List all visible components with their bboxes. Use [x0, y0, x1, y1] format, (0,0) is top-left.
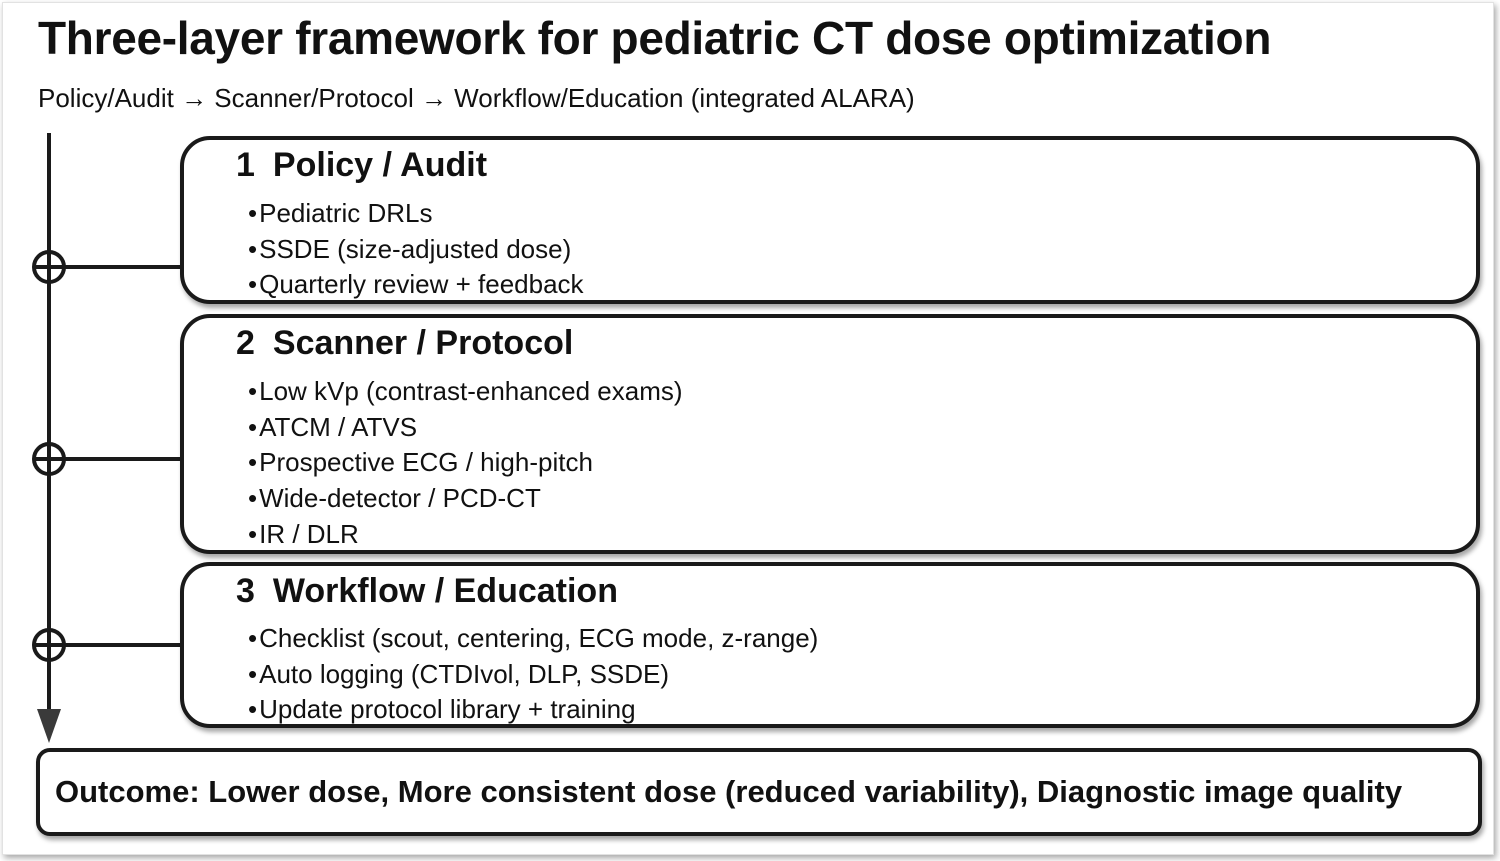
layer-3-box: [180, 562, 1480, 728]
layer-2-title: Scanner / Protocol: [272, 324, 574, 362]
diagram-subtitle: Policy/Audit → Scanner/Protocol → Workflow/Education (integrated ALARA): [38, 83, 915, 113]
layer-2-connector: [51, 457, 181, 461]
layer-3-item: • Checklist (scout, centering, ECG mode, z-range): [248, 621, 818, 657]
layer-3-number: 3: [236, 572, 255, 610]
layer-1-heading: [236, 146, 487, 185]
diagram-title: Three-layer framework for pediatric CT dose optimization: [38, 12, 1272, 64]
layer-1-connector: [51, 265, 181, 269]
layer-2-item: • IR / DLR: [248, 517, 683, 553]
layer-1-number: 1: [236, 146, 255, 184]
layer-3-item: • Update protocol library + training: [248, 692, 818, 728]
diagram-frame: [2, 2, 1494, 855]
flow-arrowhead-icon: [37, 709, 61, 743]
layer-2-items: [248, 374, 683, 552]
layer-2-node-icon: [32, 442, 66, 476]
layer-1-items: [248, 196, 584, 303]
layer-3-items: [248, 621, 818, 728]
layer-2-item: • Wide-detector / PCD-CT: [248, 481, 683, 517]
layer-1-box: [180, 136, 1480, 304]
outcome-text: Outcome: Lower dose, More consistent dose (reduced variability), Diagnostic image quality: [55, 774, 1403, 809]
outcome-box: [36, 748, 1482, 836]
layer-2-item: • ATCM / ATVS: [248, 410, 683, 446]
layer-3-node-icon: [32, 628, 66, 662]
layer-3-connector: [51, 643, 181, 647]
layer-2-item: • Low kVp (contrast-enhanced exams): [248, 374, 683, 410]
layer-1-item: • Quarterly review + feedback: [248, 267, 584, 303]
layer-1-item: • SSDE (size-adjusted dose): [248, 232, 584, 268]
layer-2-number: 2: [236, 324, 255, 362]
layer-1-title: Policy / Audit: [272, 146, 488, 184]
layer-1-node-icon: [32, 250, 66, 284]
layer-1-item: • Pediatric DRLs: [248, 196, 584, 232]
layer-3-heading: [236, 572, 618, 611]
layer-3-title: Workflow / Education: [272, 572, 618, 610]
layer-2-heading: [236, 324, 573, 363]
layer-3-item: • Auto logging (CTDIvol, DLP, SSDE): [248, 657, 818, 693]
layer-2-item: • Prospective ECG / high-pitch: [248, 445, 683, 481]
layer-2-box: [180, 314, 1480, 554]
